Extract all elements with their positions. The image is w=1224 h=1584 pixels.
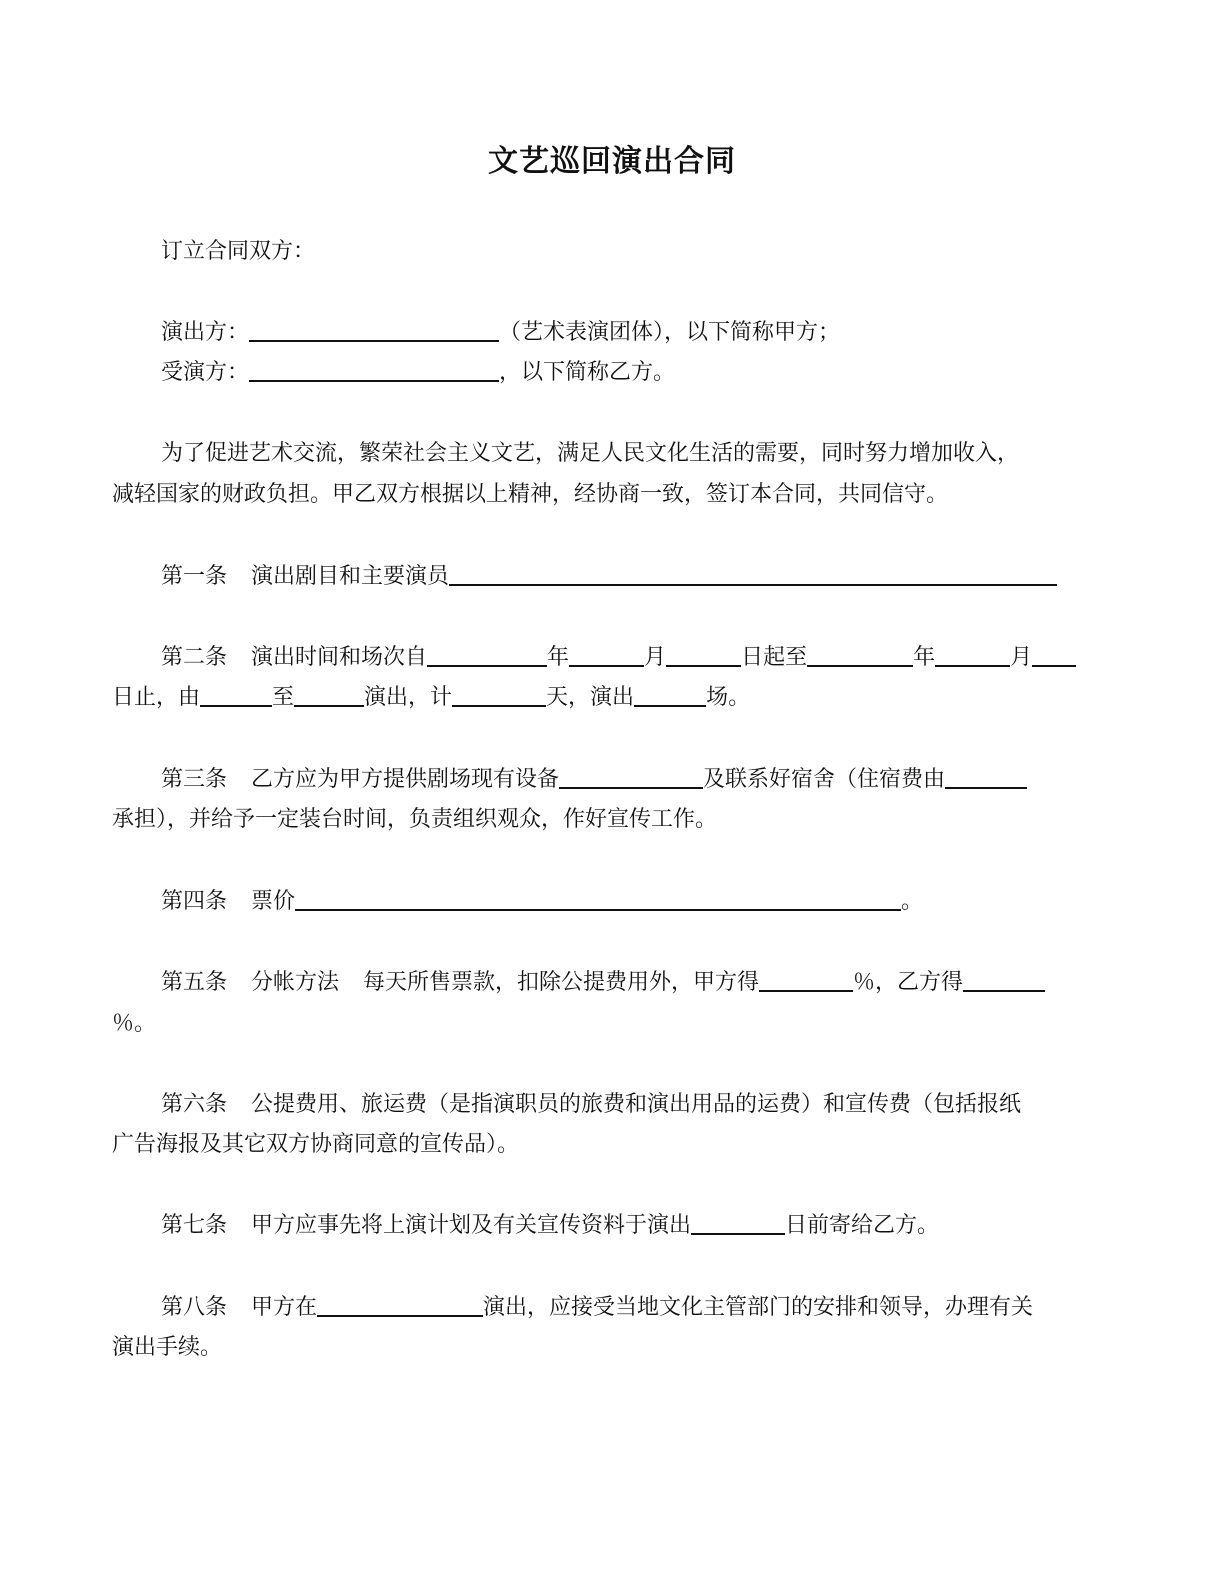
article-6-number: 第六条 <box>161 1092 228 1117</box>
article-2-line-1 <box>112 638 1151 678</box>
party-a-share-blank[interactable] <box>759 966 853 992</box>
article-6-text-a: 公提费用、旅运费（是指演职员的旅费和演出用品的运费）和宣传费（包括报纸 <box>251 1092 1022 1117</box>
article-2-number: 第二条 <box>161 645 228 670</box>
article-5-text-b: ％，乙方得 <box>853 970 964 995</box>
article-2-text: 演出时间和场次自 <box>251 645 428 670</box>
article-3-text-a: 乙方应为甲方提供剧场现有设备 <box>251 767 560 792</box>
preamble-line-2 <box>112 475 1102 515</box>
article-6-line-2 <box>112 1125 1102 1165</box>
article-1-text: 演出剧目和主要演员 <box>251 564 450 589</box>
receiver-suffix: ，以下简称乙方。 <box>499 360 676 385</box>
days-before-blank[interactable] <box>691 1209 785 1235</box>
article-6-line-1 <box>112 1085 1151 1125</box>
article-5-number: 第五条 <box>161 970 228 995</box>
preamble-text-2: 减轻国家的财政负担。甲乙双方根据以上精神，经协商一致，签订本合同，共同信守。 <box>112 482 949 507</box>
article-4 <box>112 882 1151 922</box>
parties-intro <box>112 232 1151 272</box>
article-7 <box>112 1206 1151 1246</box>
article-3-text-b: 及联系好宿舍（住宿费由 <box>703 767 946 792</box>
ticket-price-blank[interactable] <box>295 885 901 911</box>
performer-name-blank[interactable] <box>249 316 499 342</box>
end-year-blank[interactable] <box>807 641 913 667</box>
day-to-label: 日止，由 <box>112 685 201 710</box>
party-b-share-blank[interactable] <box>963 966 1045 992</box>
shows-count-blank[interactable] <box>634 681 706 707</box>
article-3-text-c: 承担），并给予一定装台时间，负责组织观众，作好宣传工作。 <box>112 807 718 832</box>
article-5-text-a: 每天所售票款，扣除公提费用外，甲方得 <box>363 970 760 995</box>
article-8-text-b: 演出，应接受当地文化主管部门的安排和领导，办理有关 <box>483 1295 1034 1320</box>
article-7-number: 第七条 <box>161 1213 228 1238</box>
venue-blank[interactable] <box>317 1291 483 1317</box>
shows-label: 场。 <box>706 685 751 710</box>
article-6-text-b: 广告海报及其它双方协商同意的宣传品）。 <box>112 1132 520 1157</box>
article-7-text-b: 日前寄给乙方。 <box>785 1213 940 1238</box>
start-day-blank[interactable] <box>666 641 741 667</box>
year-label: 年 <box>547 645 570 670</box>
day-from-label: 日起至 <box>741 645 808 670</box>
article-5-line-1 <box>112 963 1151 1003</box>
perform-label: 演出，计 <box>364 685 453 710</box>
parties-intro-text: 订立合同双方： <box>161 239 316 264</box>
article-8-number: 第八条 <box>161 1295 228 1320</box>
start-year-blank[interactable] <box>427 641 547 667</box>
performer-line <box>112 313 1151 353</box>
article-5-line-2 <box>112 1004 1102 1044</box>
lodging-payer-blank[interactable] <box>945 763 1027 789</box>
article-8-text-c: 演出手续。 <box>112 1335 223 1360</box>
to-label: 至 <box>272 685 295 710</box>
receiver-label: 受演方： <box>161 360 250 385</box>
month-label: 月 <box>1010 645 1033 670</box>
repertoire-blank[interactable] <box>449 560 1057 586</box>
article-1-number: 第一条 <box>161 564 228 589</box>
article-3-number: 第三条 <box>161 767 228 792</box>
receiver-line <box>112 353 1151 393</box>
start-month-blank[interactable] <box>569 641 644 667</box>
article-5-text-c: ％。 <box>112 1011 157 1036</box>
article-8-line-1 <box>112 1288 1151 1328</box>
article-3-line-1 <box>112 760 1151 800</box>
equipment-blank[interactable] <box>559 763 703 789</box>
document-title: 文艺巡回演出合同 <box>488 144 736 179</box>
days-count-blank[interactable] <box>452 681 546 707</box>
preamble-text-1: 为了促进艺术交流，繁荣社会主义文艺，满足人民文化生活的需要，同时努力增加收入， <box>161 441 1020 466</box>
article-5-heading: 分帐方法 <box>251 970 340 995</box>
article-3-line-2 <box>112 800 1102 840</box>
month-label: 月 <box>644 645 667 670</box>
preamble-line-1 <box>112 434 1151 474</box>
days-label: 天，演出 <box>546 685 635 710</box>
article-4-number: 第四条 <box>161 889 228 914</box>
article-1 <box>112 557 1151 597</box>
article-7-text-a: 甲方应事先将上演计划及有关宣传资料于演出 <box>251 1213 692 1238</box>
receiver-name-blank[interactable] <box>249 356 499 382</box>
performer-suffix: （艺术表演团体），以下简称甲方； <box>499 320 841 345</box>
year-label: 年 <box>913 645 936 670</box>
end-month-blank[interactable] <box>935 641 1010 667</box>
article-4-text-a: 票价 <box>251 889 296 914</box>
article-8-line-2 <box>112 1328 1102 1368</box>
performer-label: 演出方： <box>161 320 250 345</box>
from-place-blank[interactable] <box>200 681 272 707</box>
article-2-line-2 <box>112 678 1102 718</box>
to-place-blank[interactable] <box>294 681 364 707</box>
article-8-text-a: 甲方在 <box>251 1295 318 1320</box>
article-4-text-b: 。 <box>901 889 924 914</box>
end-day-blank[interactable] <box>1032 641 1076 667</box>
